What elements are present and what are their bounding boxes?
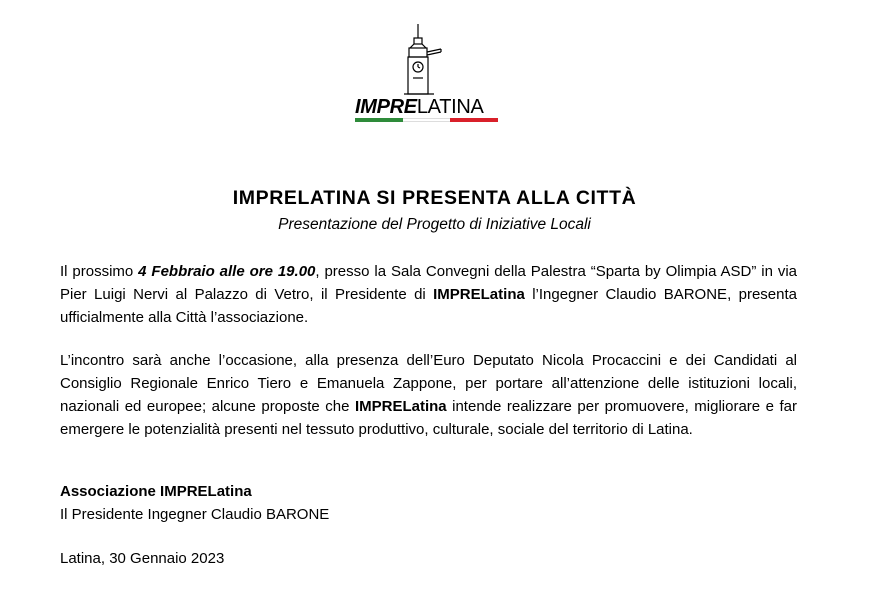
logo-wordmark: [355, 94, 484, 120]
paragraph-text: L’incontro sarà anche l’occasione, alla presenza dell’Euro Deputato Nicola Procaccini e dei Candidati al Consiglio Regionale Enrico Tiero e Emanuela Zappone, per portare all’attenzione delle istituzioni locali, nazionali ed europee; alcune proposte che: [60, 352, 797, 415]
paragraph-text: l’Ingegner Claudio BARONE, presenta ufficialmente alla Città l’associazione.: [60, 286, 797, 326]
imprelatina-logo: [350, 22, 510, 122]
paragraph-event: [60, 260, 797, 329]
signature-organization: Associazione IMPRELatina: [60, 483, 252, 500]
page-subtitle: Presentazione del Progetto di Iniziative Locali: [278, 216, 591, 233]
event-date-time: 4 Febbraio alle ore 19.00: [138, 263, 316, 280]
paragraph-meeting: [60, 349, 797, 441]
flag-red: [450, 118, 498, 122]
logo-flag-stripe: [355, 118, 498, 122]
paragraph-text: , presso la Sala Convegni della Palestra “Sparta by Olimpia ASD” in via Pier Luigi Nervi al Palazzo di Vetro, il Presidente di: [60, 263, 797, 303]
signature-name: Il Presidente Ingegner Claudio BARONE: [60, 506, 330, 523]
logo-text-regular: LATINA: [416, 96, 484, 118]
page-title: IMPRELATINA SI PRESENTA ALLA CITTÀ: [232, 187, 637, 209]
document-date: Latina, 30 Gennaio 2023: [60, 550, 225, 567]
tower-icon: [396, 22, 456, 98]
flag-white: [403, 118, 451, 122]
paragraph-text: intende realizzare per promuovere, migliorare e far emergere le potenzialità presenti nel tessuto produttivo, culturale, sociale del territorio di Latina.: [60, 398, 798, 438]
paragraph-text: Il prossimo: [60, 263, 139, 280]
logo-text-bold: IMPRE: [355, 96, 417, 118]
org-name: IMPRELatina: [354, 398, 447, 415]
org-name: IMPRELatina: [433, 286, 525, 303]
flag-green: [355, 118, 403, 122]
